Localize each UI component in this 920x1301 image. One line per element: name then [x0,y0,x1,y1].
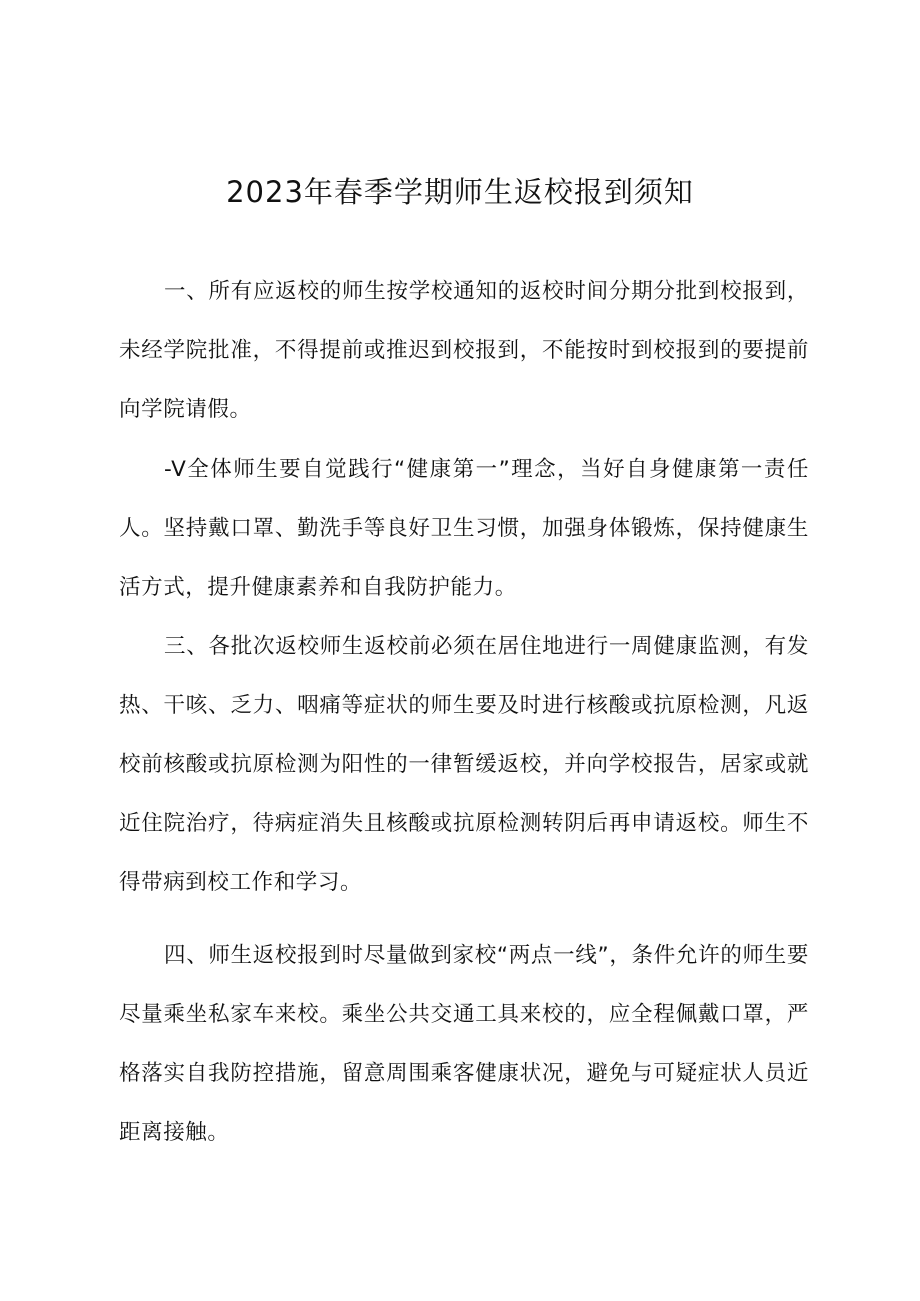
paragraph-1: 一、所有应返校的师生按学校通知的返校时间分期分批到校报到，未经学院批准，不得提前或推迟到校报到，不能按时到校报到的要提前向学院请假。 [119,279,809,422]
paragraph-4: 四、师生返校报到时尽量做到家校“两点一线”，条件允许的师生要尽量乘坐私家车来校。乘坐公共交通工具来校的，应全程佩戴口罩，严格落实自我防控措施，留意周围乘客健康状况，避免与可疑症状人员近距离接触。 [119,943,809,1145]
document-title: 2023年春季学期师生返校报到须知 [226,175,694,209]
paragraph-3: 三、各批次返校师生返校前必须在居住地进行一周健康监测，有发热、干咳、乏力、咽痛等症状的师生要及时进行核酸或抗原检测，凡返校前核酸或抗原检测为阳性的一律暂缓返校，并向学校报告，居家或就近住院治疗，待病症消失且核酸或抗原检测转阴后再申请返校。师生不得带病到校工作和学习。 [119,634,809,895]
paragraph-2: -V全体师生要自觉践行“健康第一”理念，当好自身健康第一责任人。坚持戴口罩、勤洗手等良好卫生习惯，加强身体锻炼，保持健康生活方式，提升健康素养和自我防护能力。 [119,457,809,600]
